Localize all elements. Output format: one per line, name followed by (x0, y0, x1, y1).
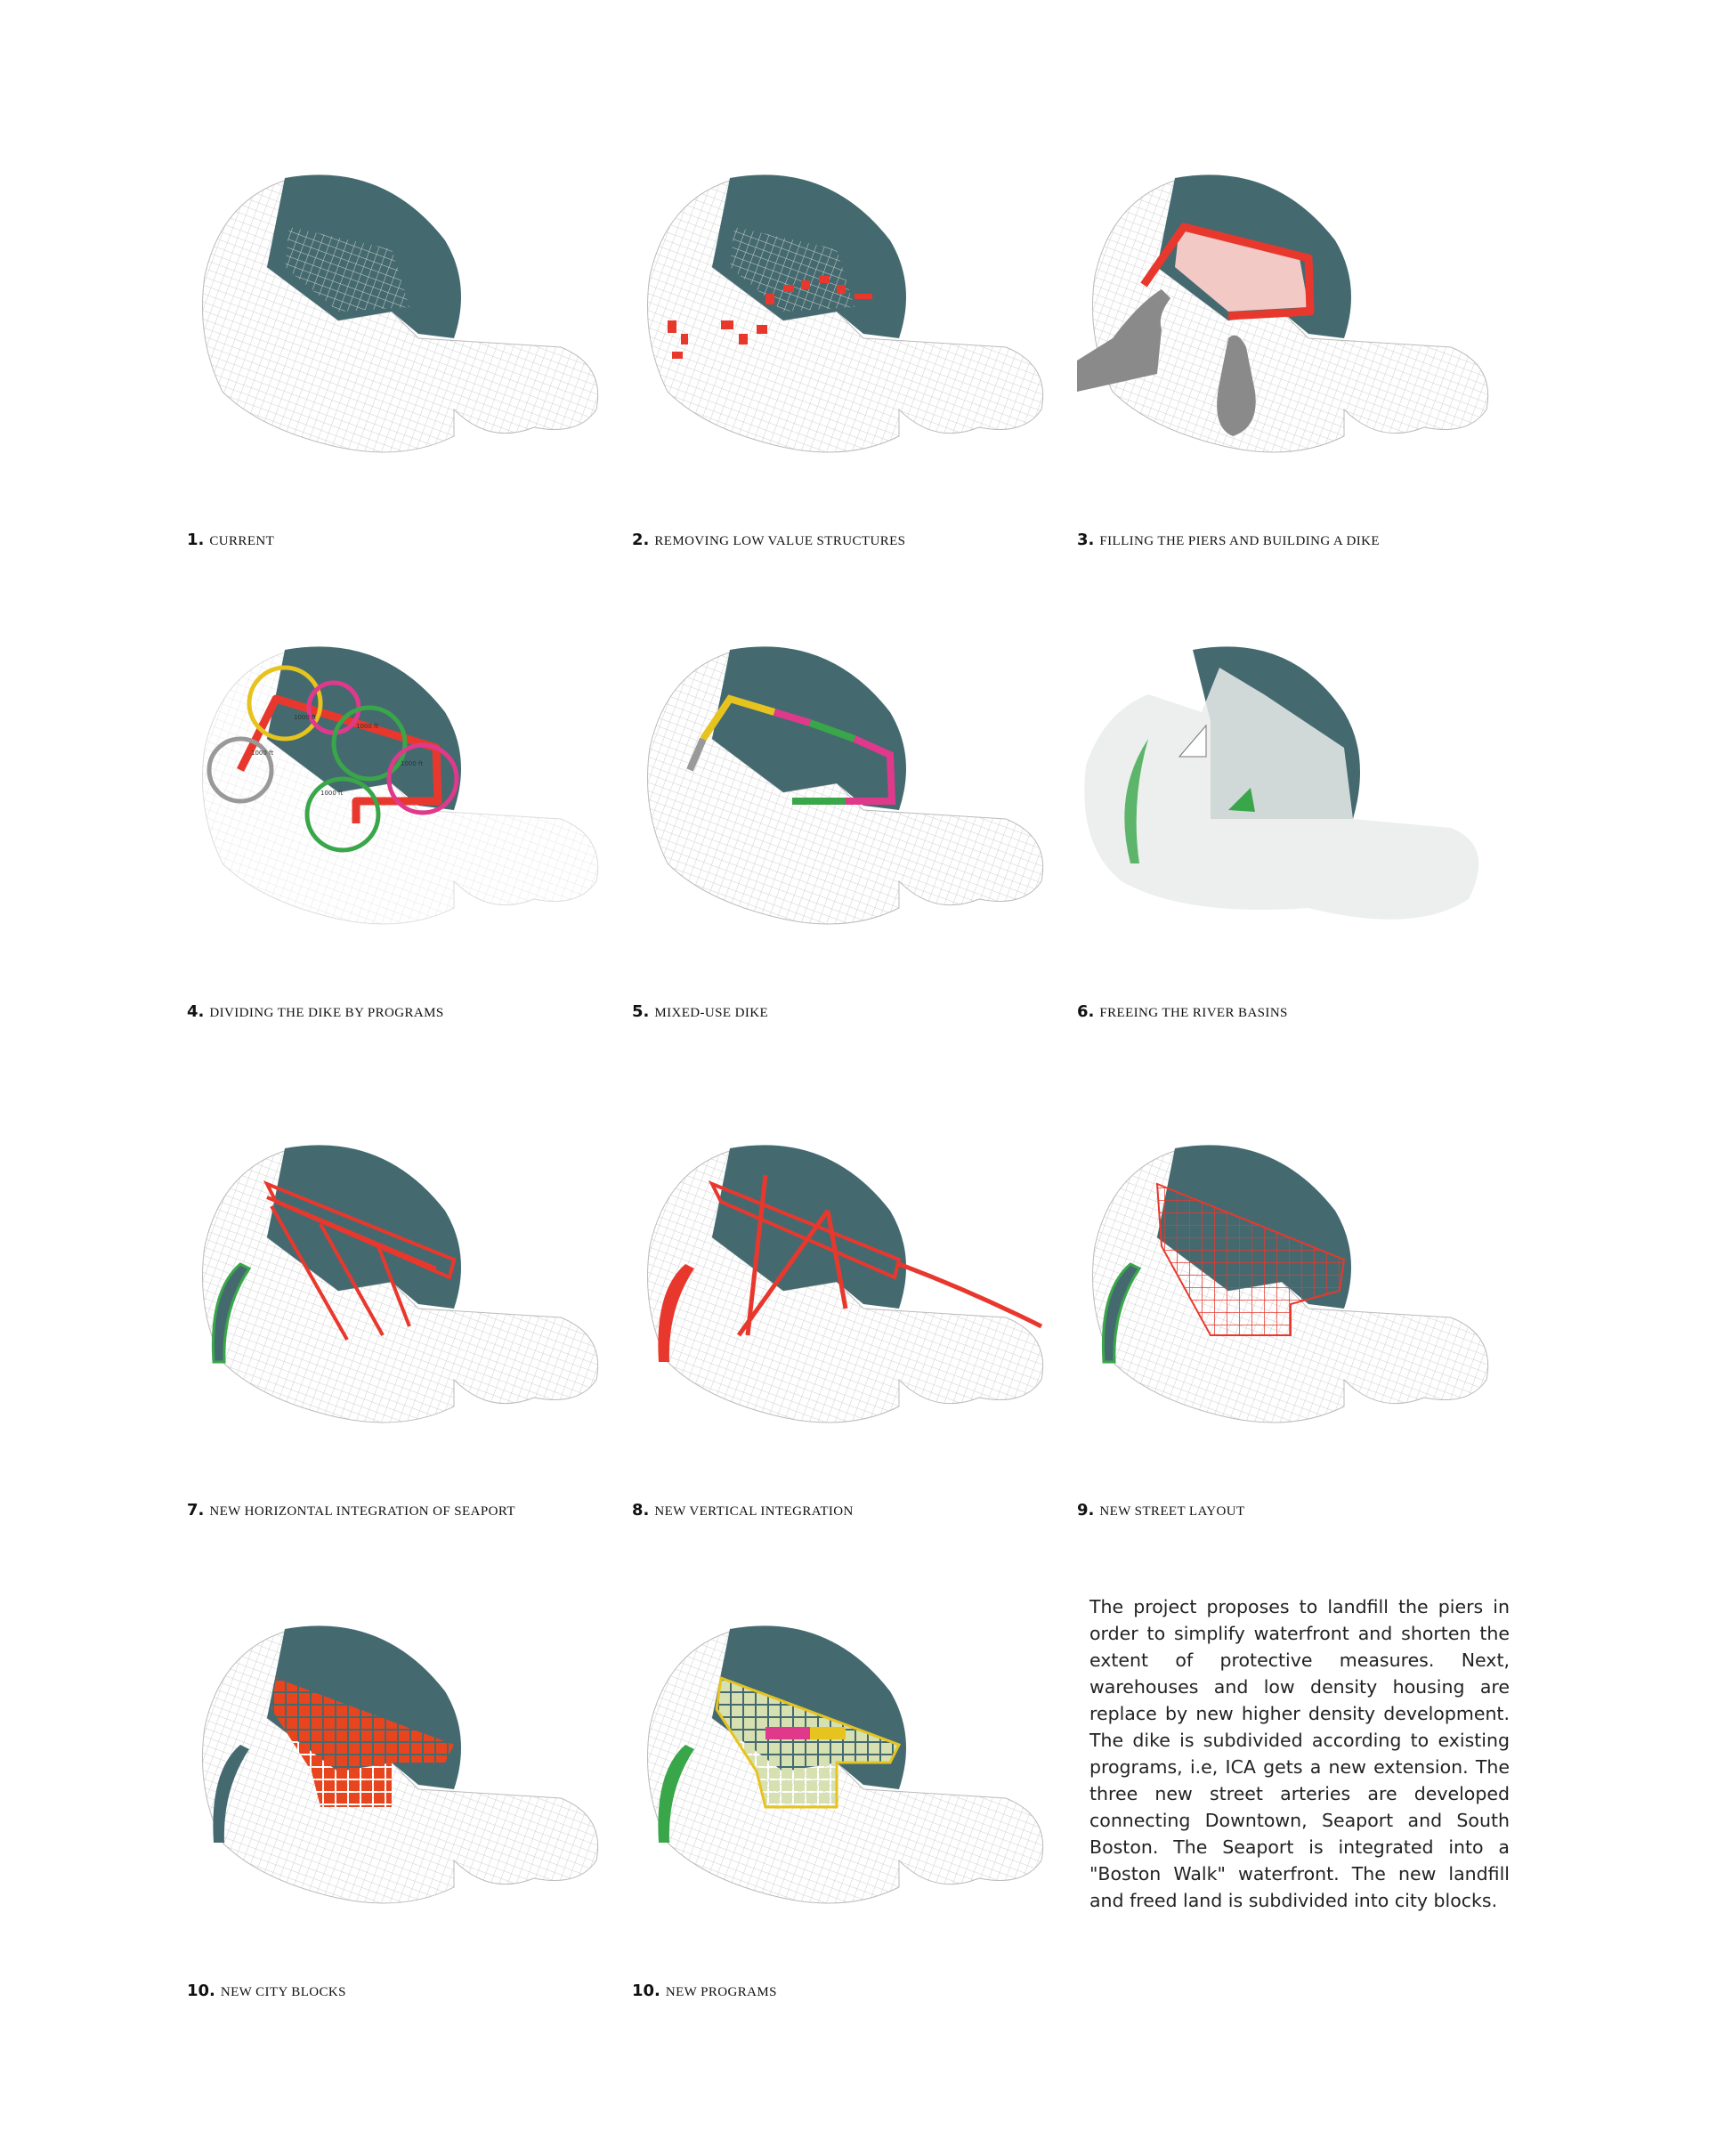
caption-number: 4. (187, 1002, 205, 1021)
panel-3-filling (1077, 142, 1495, 561)
panel-2-removing (632, 142, 1050, 561)
map-current (187, 142, 605, 516)
map-city-blocks (187, 1593, 605, 1967)
caption-number: 5. (632, 1002, 650, 1021)
map-filling (1077, 142, 1495, 516)
caption-number: 8. (632, 1501, 650, 1520)
caption (187, 1982, 346, 2000)
program-magenta-block (765, 1727, 810, 1739)
caption-title: DIVIDING THE DIKE BY PROGRAMS (209, 1006, 444, 1020)
distance-label: 1000 ft (320, 790, 344, 797)
caption-title: FILLING THE PIERS AND BUILDING A DIKE (1099, 534, 1380, 548)
map-horizontal (187, 1113, 605, 1487)
panel-10-city-blocks (187, 1593, 605, 2012)
panel-1-current (187, 142, 605, 561)
caption-title: NEW CITY BLOCKS (220, 1985, 346, 1999)
caption (1077, 531, 1380, 549)
caption-title: NEW VERTICAL INTEGRATION (654, 1504, 854, 1519)
caption (632, 1982, 777, 2000)
caption-title: NEW HORIZONTAL INTEGRATION OF SEAPORT (209, 1504, 515, 1519)
program-yellow-block (810, 1727, 846, 1739)
caption (187, 1501, 515, 1520)
map-mixed-use (632, 614, 1050, 988)
caption-number: 10. (632, 1982, 660, 2000)
map-removing (632, 142, 1050, 516)
caption-title: MIXED-USE DIKE (654, 1006, 769, 1020)
map-freeing (1077, 614, 1495, 988)
caption (632, 1002, 768, 1021)
caption-number: 2. (632, 531, 650, 549)
panel-7-horizontal (187, 1113, 605, 1531)
map-vertical (632, 1113, 1050, 1487)
caption-title: FREEING THE RIVER BASINS (1099, 1006, 1288, 1020)
caption-number: 1. (187, 531, 205, 549)
project-description: The project proposes to landfill the piers in order to simplify waterfront and shorten the extent of protective measures. Next, warehouses and low density housing are replace by new higher density development. The dike is subdivided according to existing programs, i.e, ICA gets a new extension. The three new street arteries are developed connecting Downtown, Seaport and South Boston. The Seaport is integrated into a "Boston Walk" waterfront. The new landfill and freed land is subdivided into city blocks. (1089, 1596, 1510, 1911)
caption-number: 6. (1077, 1002, 1095, 1021)
distance-label: 1000 ft (294, 714, 317, 721)
caption-number: 3. (1077, 531, 1095, 549)
map-programs (632, 1593, 1050, 1967)
panel-9-streets (1077, 1113, 1495, 1531)
distance-label: 1000 ft (356, 723, 379, 730)
caption-number: 10. (187, 1982, 215, 2000)
caption-title: CURRENT (209, 534, 275, 548)
caption-title: REMOVING LOW VALUE STRUCTURES (654, 534, 906, 548)
caption-title: NEW PROGRAMS (665, 1985, 777, 1999)
panel-10-programs (632, 1593, 1050, 2012)
caption (187, 1002, 444, 1021)
panel-4-dividing (187, 614, 605, 1033)
distance-label: 1000 ft (251, 750, 274, 757)
caption (632, 1501, 854, 1520)
caption-number: 9. (1077, 1501, 1095, 1520)
caption-number: 7. (187, 1501, 205, 1520)
caption (187, 531, 274, 549)
caption-title: NEW STREET LAYOUT (1099, 1504, 1245, 1519)
panel-5-mixed-use (632, 614, 1050, 1033)
map-dividing (187, 614, 605, 988)
map-streets (1077, 1113, 1495, 1487)
panel-8-vertical (632, 1113, 1050, 1531)
caption (632, 531, 905, 549)
caption (1077, 1501, 1245, 1520)
panel-6-freeing (1077, 614, 1495, 1033)
distance-label: 1000 ft (401, 760, 424, 767)
caption (1077, 1002, 1288, 1021)
